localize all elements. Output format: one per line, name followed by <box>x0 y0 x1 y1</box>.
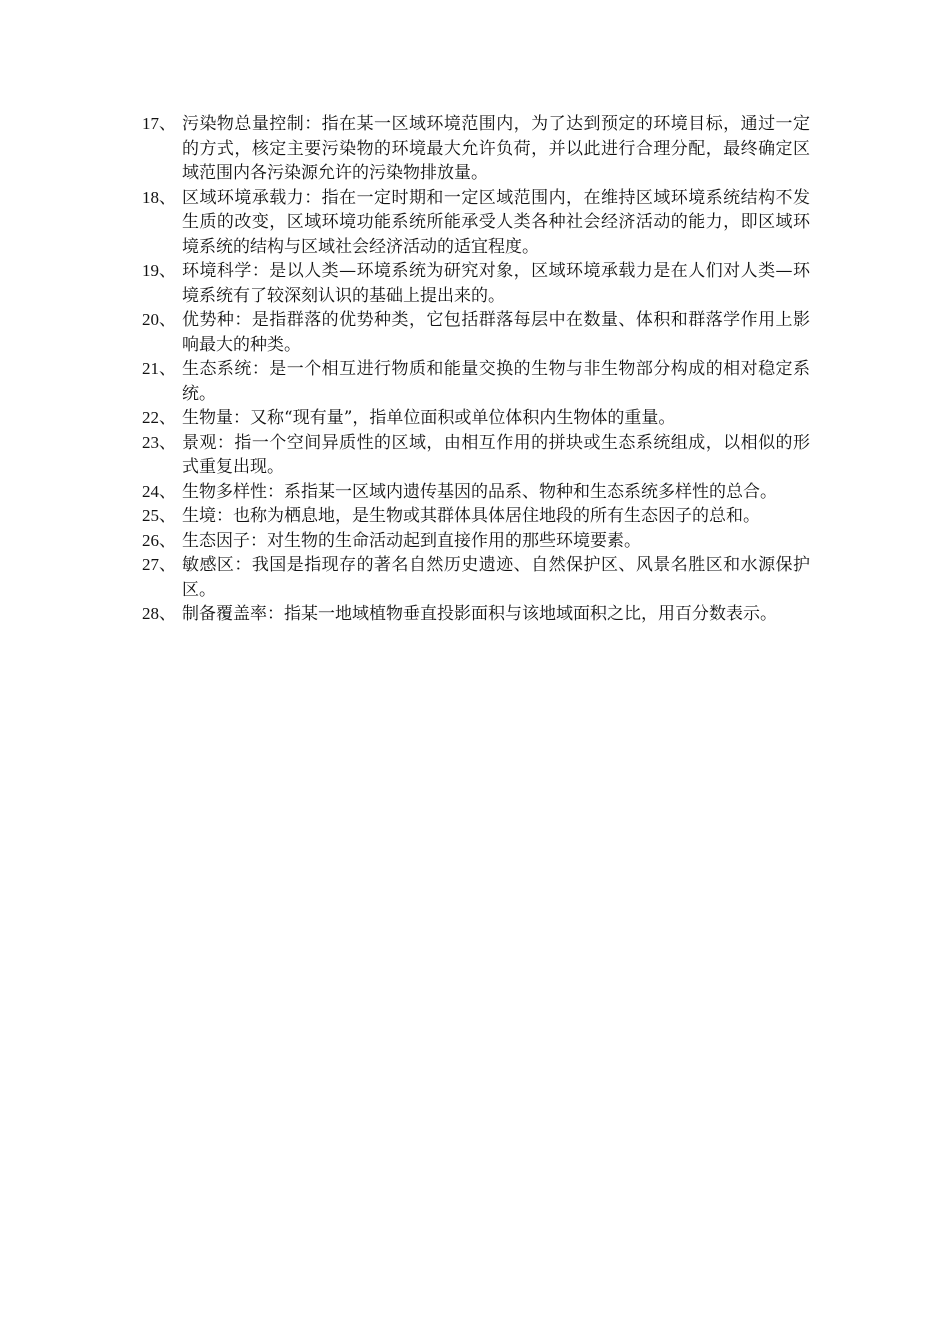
term-definition-list <box>142 112 810 627</box>
term-definition: 景观：指一个空间异质性的区域，由相互作用的拼块或生态系统组成，以相似的形式重复出现。 <box>182 432 810 477</box>
term-item <box>142 431 810 480</box>
term-number: 17、 <box>142 114 176 133</box>
term-number: 28、 <box>142 604 176 623</box>
term-item <box>142 480 810 505</box>
term-number: 24、 <box>142 481 176 501</box>
term-number: 21、 <box>142 359 176 378</box>
term-definition: 生境：也称为栖息地，是生物或其群体具体居住地段的所有生态因子的总和。 <box>182 506 760 526</box>
term-number: 26、 <box>142 530 176 550</box>
term-item <box>142 529 810 554</box>
term-number: 20、 <box>142 310 176 329</box>
term-definition: 环境科学：是以人类—环境系统为研究对象，区域环境承载力是在人们对人类—环境系统有了较深刻认识的基础上提出来的。 <box>182 261 810 306</box>
term-item <box>142 308 810 357</box>
term-definition: 区域环境承载力：指在一定时期和一定区域范围内，在维持区域环境系统结构不发生质的改变，区域环境功能系统所能承受人类各种社会经济活动的能力，即区域环境系统的结构与区域社会经济活动的适宜程度。 <box>182 187 810 257</box>
term-number: 27、 <box>142 555 176 574</box>
term-item <box>142 553 810 602</box>
term-item <box>142 112 810 186</box>
term-definition: 污染物总量控制：指在某一区域环境范围内，为了达到预定的环境目标，通过一定的方式，核定主要污染物的环境最大允许负荷，并以此进行合理分配，最终确定区域范围内各污染源允许的污染物排放量。 <box>182 114 810 183</box>
term-item <box>142 259 810 308</box>
term-definition: 生物多样性：系指某一区域内遗传基因的品系、物种和生态系统多样性的总合。 <box>182 481 777 502</box>
term-definition: 生态因子：对生物的生命活动起到直接作用的那些环境要素。 <box>182 530 641 551</box>
term-number: 18、 <box>142 187 176 207</box>
term-definition: 生态系统：是一个相互进行物质和能量交换的生物与非生物部分构成的相对稳定系统。 <box>182 359 810 404</box>
term-number: 19、 <box>142 261 176 280</box>
term-definition: 生物量：又称“现有量”，指单位面积或单位体积内生物体的重量。 <box>182 408 676 428</box>
term-item <box>142 602 810 627</box>
term-item <box>142 357 810 406</box>
term-item <box>142 406 810 431</box>
term-item <box>142 186 810 260</box>
term-number: 25、 <box>142 506 176 525</box>
term-item <box>142 504 810 529</box>
term-number: 23、 <box>142 432 176 452</box>
term-definition: 优势种：是指群落的优势种类，它包括群落每层中在数量、体积和群落学作用上影响最大的种类。 <box>182 310 810 355</box>
term-definition: 敏感区：我国是指现存的著名自然历史遗迹、自然保护区、风景名胜区和水源保护区。 <box>182 555 810 600</box>
term-definition: 制备覆盖率：指某一地域植物垂直投影面积与该地域面积之比，用百分数表示。 <box>182 604 777 624</box>
term-number: 22、 <box>142 408 176 427</box>
